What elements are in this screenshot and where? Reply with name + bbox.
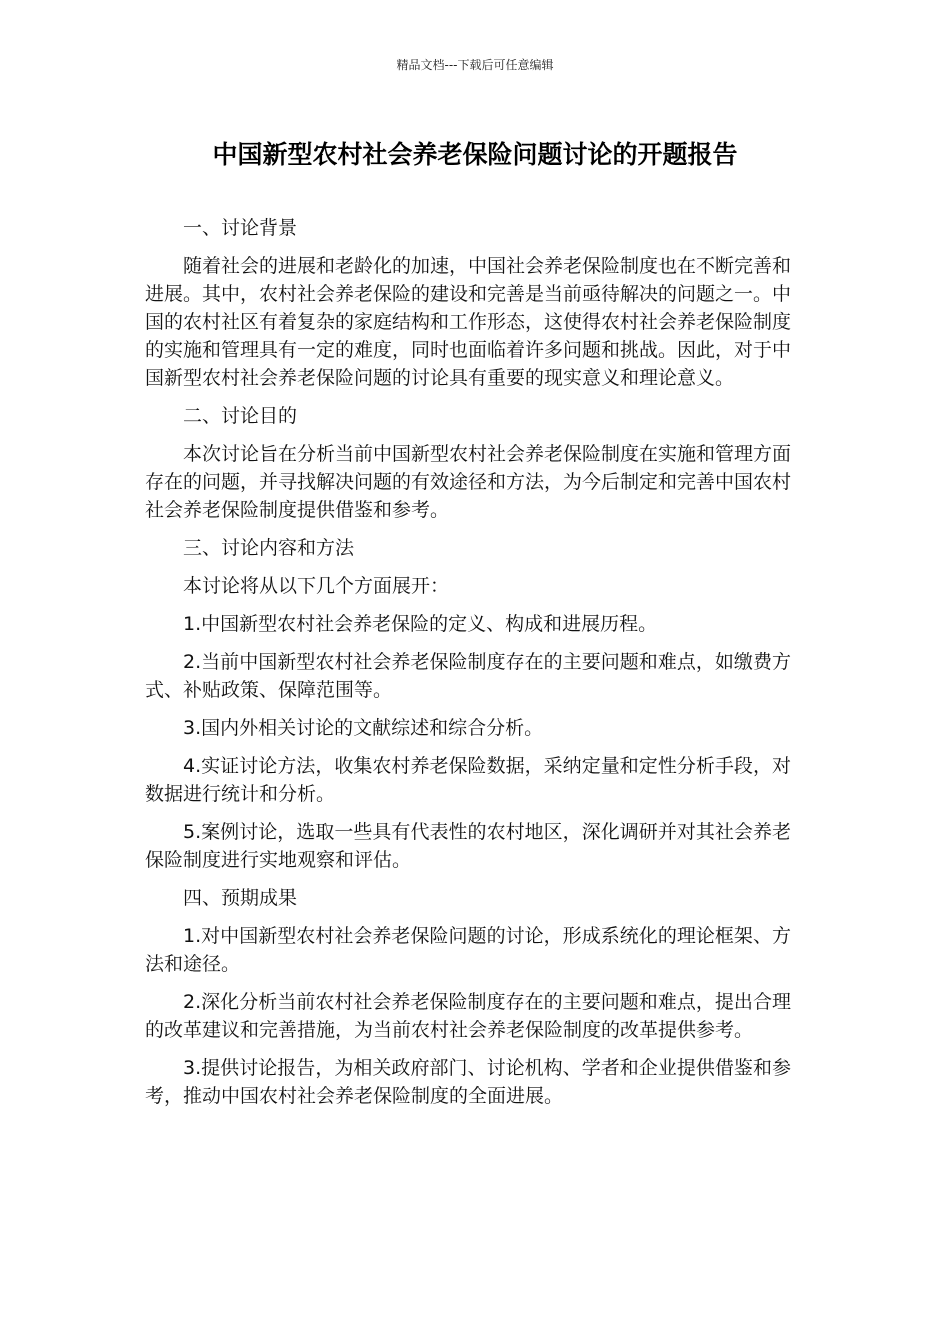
list-item: 3.国内外相关讨论的文献综述和综合分析。 — [183, 717, 544, 739]
section-heading-expected-results: 四、预期成果 — [183, 887, 298, 909]
list-item: 1.对中国新型农村社会养老保险问题的讨论，形成系统化的理论框架、方法和途径。 — [145, 925, 791, 975]
list-item: 3.提供讨论报告，为相关政府部门、讨论机构、学者和企业提供借鉴和参考，推动中国农村社会养老保险制度的全面进展。 — [145, 1057, 791, 1107]
document-body — [145, 214, 791, 1120]
paragraph-background: 随着社会的进展和老龄化的加速，中国社会养老保险制度也在不断完善和进展。其中，农村社会养老保险的建设和完善是当前亟待解决的问题之一。中国的农村社区有着复杂的家庭结构和工作形态，这使得农村社会养老保险制度的实施和管理具有一定的难度，同时也面临着许多问题和挑战。因此，对于中国新型农村社会养老保险问题的讨论具有重要的现实意义和理论意义。 — [145, 255, 792, 389]
section-heading-purpose: 二、讨论目的 — [183, 405, 298, 427]
list-item: 5.案例讨论，选取一些具有代表性的农村地区，深化调研并对其社会养老保险制度进行实地观察和评估。 — [145, 821, 791, 871]
paragraph-purpose: 本次讨论旨在分析当前中国新型农村社会养老保险制度在实施和管理方面存在的问题，并寻找解决问题的有效途径和方法，为今后制定和完善中国农村社会养老保险制度提供借鉴和参考。 — [145, 443, 792, 521]
section-heading-content-methods: 三、讨论内容和方法 — [183, 537, 355, 559]
list-item: 2.当前中国新型农村社会养老保险制度存在的主要问题和难点，如缴费方式、补贴政策、保障范围等。 — [145, 651, 791, 701]
list-item: 1.中国新型农村社会养老保险的定义、构成和进展历程。 — [183, 613, 658, 635]
header-note: 精品文档---下载后可任意编辑 — [396, 58, 554, 72]
paragraph-intro: 本讨论将从以下几个方面展开： — [183, 575, 450, 597]
section-heading-background: 一、讨论背景 — [183, 217, 298, 239]
list-item: 2.深化分析当前农村社会养老保险制度存在的主要问题和难点，提出合理的改革建议和完善措施，为当前农村社会养老保险制度的改革提供参考。 — [145, 991, 791, 1041]
list-item: 4.实证讨论方法，收集农村养老保险数据，采纳定量和定性分析手段，对数据进行统计和分析。 — [145, 755, 791, 805]
document-title: 中国新型农村社会养老保险问题讨论的开题报告 — [212, 140, 738, 169]
